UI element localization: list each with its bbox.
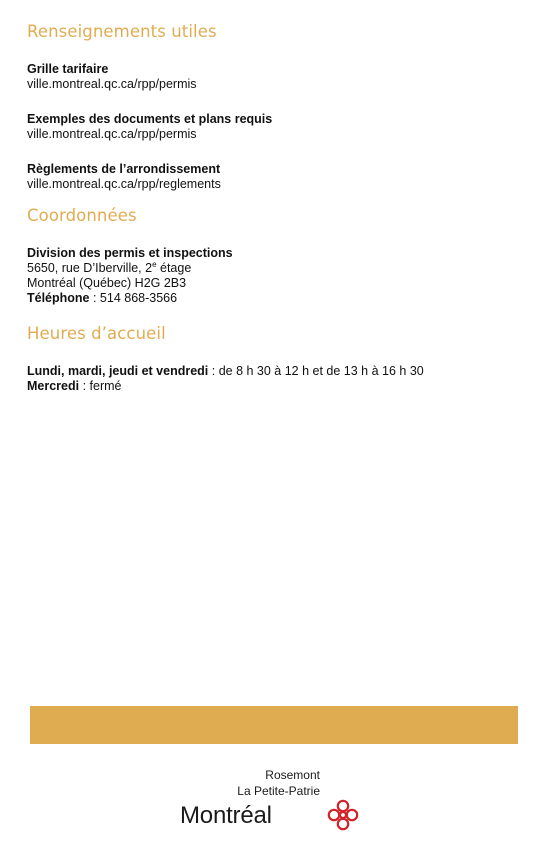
phone-value: : 514 868-3566 xyxy=(89,291,178,305)
info-item-title: Exemples des documents et plans requis xyxy=(27,112,273,126)
info-item-link[interactable]: ville.montreal.qc.ca/rpp/permis xyxy=(27,127,197,141)
hours-line-wednesday: Mercredi : fermé xyxy=(27,379,122,393)
contact-division: Division des permis et inspections xyxy=(27,246,233,260)
logo-line-petite-patrie: La Petite-Patrie xyxy=(237,784,320,798)
footer-band xyxy=(30,706,518,744)
heading-useful-info: Renseignements utiles xyxy=(27,22,217,41)
logo-city-name: Montréal xyxy=(180,802,272,829)
heading-hours: Heures d’accueil xyxy=(27,324,166,343)
logo-line-rosemont: Rosemont xyxy=(265,768,320,782)
contact-address-line-2: Montréal (Québec) H2G 2B3 xyxy=(27,276,187,290)
borough-logo xyxy=(178,768,378,838)
contact-block xyxy=(27,246,233,306)
info-item-link[interactable]: ville.montreal.qc.ca/rpp/reglements xyxy=(27,177,221,191)
contact-address-line-1: 5650, rue D’Iberville, 2e étage xyxy=(27,259,192,275)
info-item-title: Règlements de l’arrondissement xyxy=(27,162,221,176)
montreal-rosette-icon xyxy=(326,798,360,832)
info-item-documents xyxy=(27,112,272,142)
hours-line-weekdays: Lundi, mardi, jeudi et vendredi : de 8 h 30 à 12 h et de 13 h à 16 h 30 xyxy=(27,364,424,378)
contact-phone xyxy=(27,291,233,306)
info-item-regulations xyxy=(27,162,221,192)
info-item-link[interactable]: ville.montreal.qc.ca/rpp/permis xyxy=(27,77,197,91)
info-item-title: Grille tarifaire xyxy=(27,62,109,76)
phone-label: Téléphone xyxy=(27,291,90,305)
info-item-fees xyxy=(27,62,197,92)
heading-contact: Coordonnées xyxy=(27,206,137,225)
hours-block xyxy=(27,364,424,394)
